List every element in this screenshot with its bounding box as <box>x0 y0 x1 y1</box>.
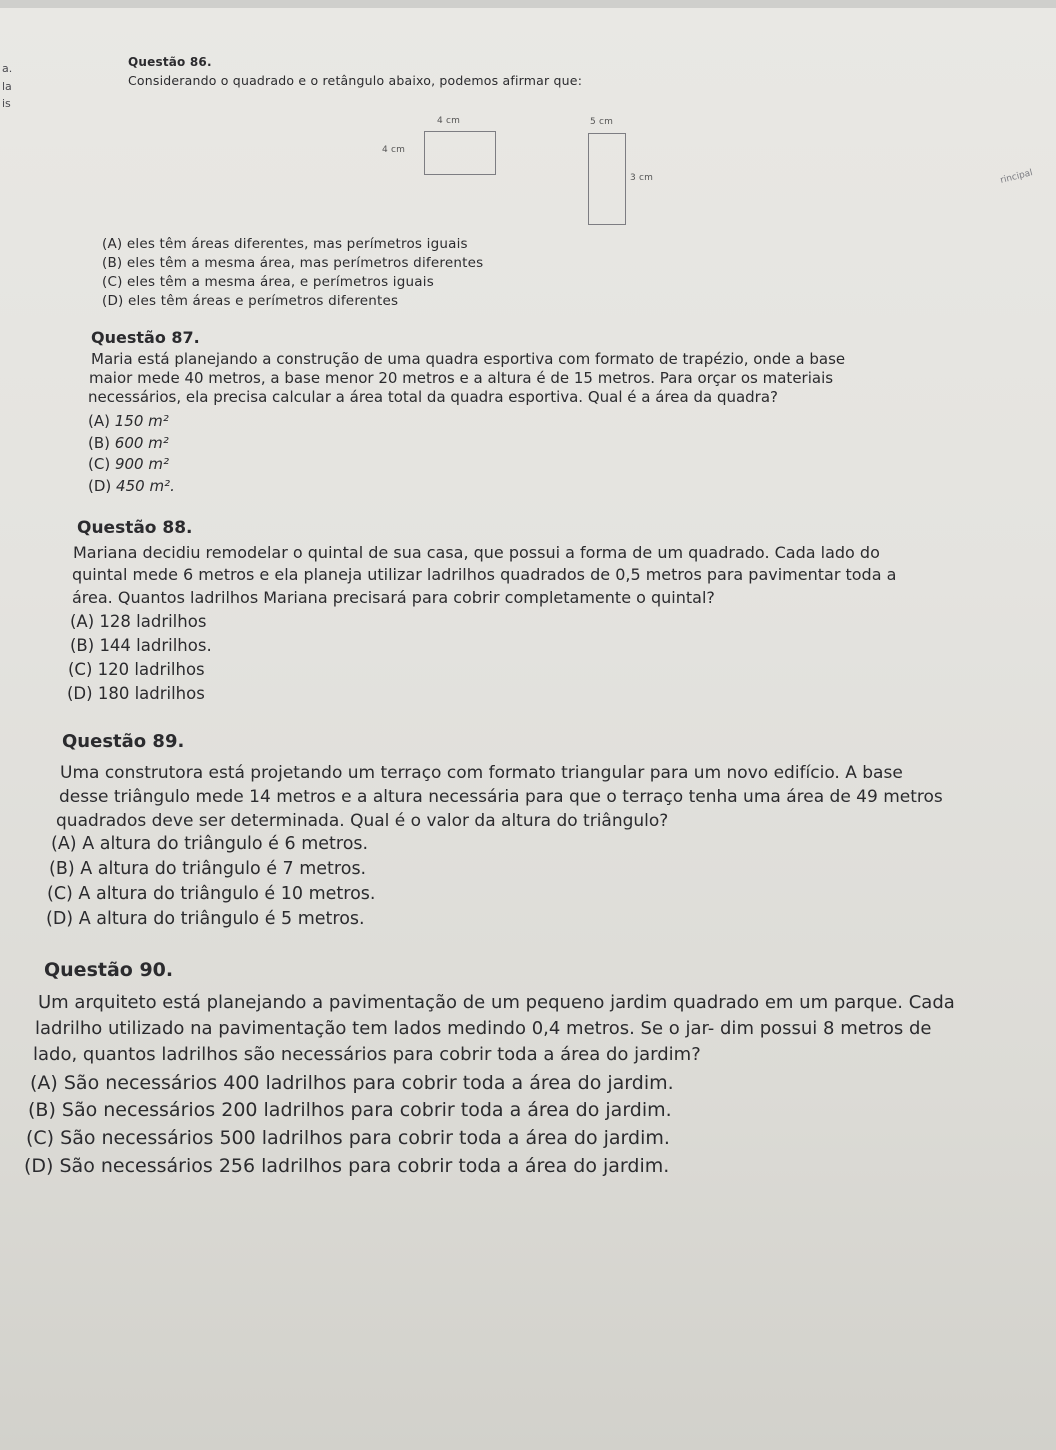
option-c: (C) A altura do triângulo é 10 metros. <box>47 884 376 904</box>
option-b: (B) São necessários 200 ladrilhos para cobrir toda a área do jardim. <box>28 1099 672 1121</box>
question-statement: Considerando o quadrado e o retângulo abaixo, podemos afirmar que: <box>128 73 583 88</box>
option-a: (A) eles têm áreas diferentes, mas perímetros iguais <box>102 236 468 252</box>
question-line: lado, quantos ladrilhos são necessários para cobrir toda a área do jardim? <box>33 1044 701 1065</box>
option-b: (B) eles têm a mesma área, mas perímetros diferentes <box>102 255 484 271</box>
square-side-label: 4 cm <box>382 145 406 155</box>
option-a <box>88 412 169 430</box>
margin-fragment: la <box>2 80 12 93</box>
margin-fragment: is <box>2 97 11 110</box>
question-line: Maria está planejando a construção de uma quadra esportiva com formato de trapézio, onde a base <box>91 350 846 368</box>
option-value: 450 m². <box>116 477 175 495</box>
question-title: Questão 88. <box>77 518 193 538</box>
rectangle-shape <box>588 133 626 225</box>
question-line: necessários, ela precisa calcular a área total da quadra esportiva. Qual é a área da quadra? <box>88 388 778 406</box>
question-line: quadrados deve ser determinada. Qual é o valor da altura do triângulo? <box>56 811 669 831</box>
question-line: maior mede 40 metros, a base menor 20 metros e a altura é de 15 metros. Para orçar os materiais <box>89 369 834 387</box>
rectangle-top-label: 5 cm <box>590 117 614 127</box>
option-letter: (A) <box>88 412 110 430</box>
question-line: ladrilho utilizado na pavimentação tem lados medindo 0,4 metros. Se o jar- dim possui 8 metros de <box>35 1018 932 1039</box>
option-d: (D) São necessários 256 ladrilhos para cobrir toda a área do jardim. <box>24 1155 670 1177</box>
option-a: (A) 128 ladrilhos <box>70 612 207 631</box>
rectangle-side-label: 3 cm <box>630 173 654 183</box>
option-c: (C) São necessários 500 ladrilhos para cobrir toda a área do jardim. <box>26 1127 670 1149</box>
side-note: rincipal <box>999 168 1034 186</box>
option-d: (D) eles têm áreas e perímetros diferentes <box>102 293 399 309</box>
option-letter: (C) <box>88 455 111 473</box>
option-a: (A) São necessários 400 ladrilhos para cobrir toda a área do jardim. <box>30 1072 674 1094</box>
option-value: 600 m² <box>114 434 169 452</box>
question-title: Questão 86. <box>128 55 212 69</box>
question-title: Questão 89. <box>62 731 185 752</box>
page-top-edge <box>0 0 1056 8</box>
question-line: área. Quantos ladrilhos Mariana precisará para cobrir completamente o quintal? <box>72 588 715 607</box>
question-line: desse triângulo mede 14 metros e a altura necessária para que o terraço tenha uma área de 49 metros <box>59 787 943 807</box>
option-b <box>88 434 169 452</box>
question-title: Questão 87. <box>91 328 200 347</box>
option-a: (A) A altura do triângulo é 6 metros. <box>51 834 369 854</box>
square-shape <box>424 131 496 175</box>
option-c <box>88 455 169 473</box>
option-value: 900 m² <box>114 455 169 473</box>
option-c: (C) 120 ladrilhos <box>68 660 205 679</box>
option-letter: (D) <box>88 477 112 495</box>
question-line: Um arquiteto está planejando a pavimentação de um pequeno jardim quadrado em um parque. Cada <box>38 992 955 1013</box>
question-line: Uma construtora está projetando um terraço com formato triangular para um novo edifício. A base <box>60 763 903 783</box>
option-b: (B) A altura do triângulo é 7 metros. <box>49 859 367 879</box>
option-d: (D) A altura do triângulo é 5 metros. <box>46 909 365 929</box>
question-line: Mariana decidiu remodelar o quintal de sua casa, que possui a forma de um quadrado. Cada lado do <box>73 543 880 562</box>
margin-fragment: a. <box>2 62 13 75</box>
option-value: 150 m² <box>114 412 169 430</box>
option-d <box>88 477 175 495</box>
option-d: (D) 180 ladrilhos <box>67 684 205 703</box>
option-b: (B) 144 ladrilhos. <box>70 636 212 655</box>
option-letter: (B) <box>88 434 110 452</box>
square-top-label: 4 cm <box>437 116 461 126</box>
question-title: Questão 90. <box>44 959 174 981</box>
option-c: (C) eles têm a mesma área, e perímetros iguais <box>102 274 434 290</box>
question-line: quintal mede 6 metros e ela planeja utilizar ladrilhos quadrados de 0,5 metros para pavimentar toda a <box>72 565 897 584</box>
